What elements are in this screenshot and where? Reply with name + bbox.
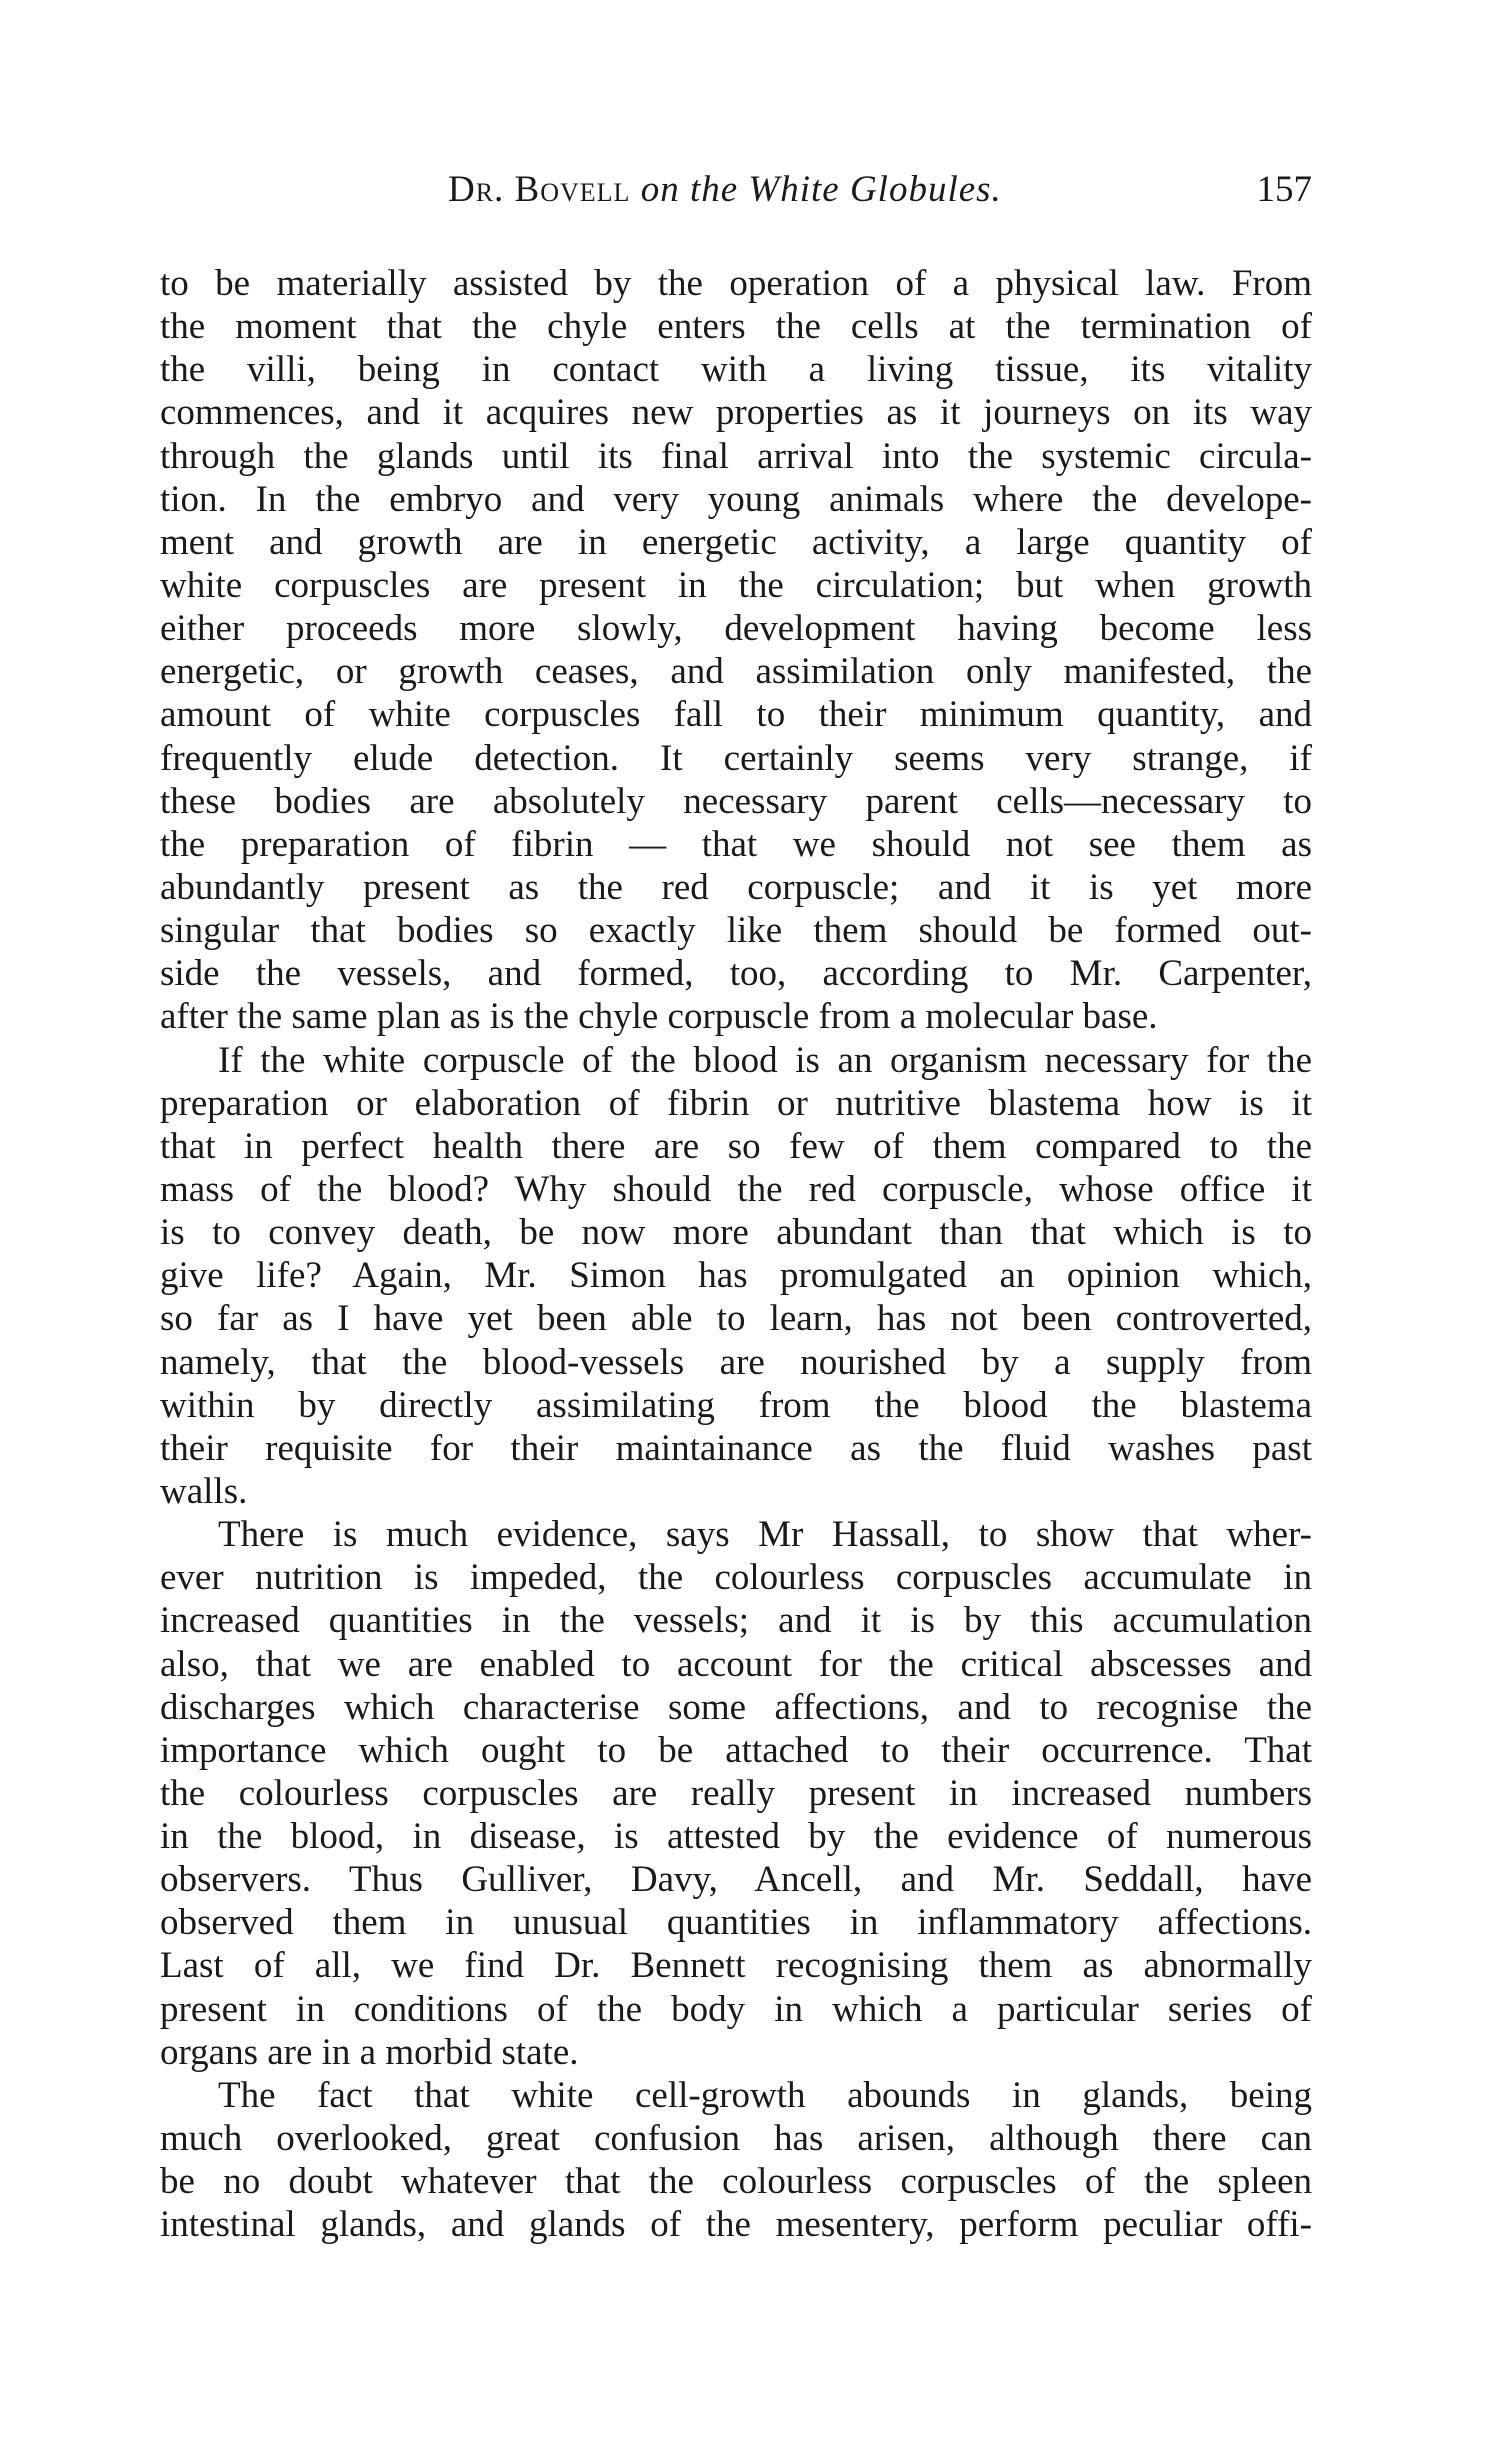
text-line: ment and growth are in energetic activity, a large quantity of: [160, 521, 1312, 563]
text-line: mass of the blood? Why should the red corpuscle, whose office it: [160, 1168, 1312, 1210]
text-line: amount of white corpuscles fall to their minimum quantity, and: [160, 694, 1312, 736]
text-line: preparation or elaboration of fibrin or nutritive blastema how is it: [160, 1082, 1312, 1124]
page-number: 157: [1256, 169, 1312, 210]
text-line: the preparation of fibrin — that we should not see them as: [160, 823, 1312, 865]
text-line: that in perfect health there are so few of them compared to the: [160, 1125, 1312, 1167]
body-text: [160, 262, 1312, 2246]
text-line: side the vessels, and formed, too, according to Mr. Carpenter,: [160, 953, 1312, 995]
text-line: singular that bodies so exactly like them should be formed out-: [160, 910, 1312, 952]
text-line: discharges which characterise some affections, and to recognise the: [160, 1686, 1312, 1728]
text-line: walls.: [160, 1470, 248, 1512]
text-line: the moment that the chyle enters the cells at the termination of: [160, 306, 1312, 348]
running-title-subject: on the White Globules.: [640, 169, 1002, 210]
running-header: [160, 168, 1312, 218]
text-line: after the same plan as is the chyle corpuscle from a molecular base.: [160, 996, 1158, 1038]
text-line: ever nutrition is impeded, the colourless corpuscles accumulate in: [160, 1557, 1312, 1599]
text-line: also, that we are enabled to account for the critical abscesses and: [160, 1643, 1312, 1685]
text-line: energetic, or growth ceases, and assimilation only manifested, the: [160, 651, 1312, 693]
text-line: these bodies are absolutely necessary parent cells—necessary to: [160, 780, 1312, 822]
text-line: commences, and it acquires new properties as it journeys on its way: [160, 392, 1312, 434]
running-title: [448, 168, 1002, 211]
text-line: observed them in unusual quantities in inflammatory affections.: [160, 1902, 1312, 1944]
text-line: white corpuscles are present in the circulation; but when growth: [160, 564, 1312, 606]
text-line: present in conditions of the body in which a particular series of: [160, 1988, 1312, 2030]
text-line: through the glands until its final arrival into the systemic circula-: [160, 435, 1312, 477]
text-line: Last of all, we find Dr. Bennett recognising them as abnormally: [160, 1945, 1312, 1987]
text-line: The fact that white cell-growth abounds in glands, being: [218, 2074, 1312, 2116]
text-line: namely, that the blood-vessels are nourished by a supply from: [160, 1341, 1312, 1383]
text-line: the villi, being in contact with a living tissue, its vitality: [160, 349, 1312, 391]
text-line: give life? Again, Mr. Simon has promulgated an opinion which,: [160, 1255, 1312, 1297]
text-line: importance which ought to be attached to their occurrence. That: [160, 1729, 1312, 1771]
text-line: so far as I have yet been able to learn, has not been controverted,: [160, 1298, 1312, 1340]
text-line: be no doubt whatever that the colourless corpuscles of the spleen: [160, 2161, 1312, 2203]
text-line: to be materially assisted by the operation of a physical law. From: [160, 263, 1312, 304]
text-line: their requisite for their maintainance as the fluid washes past: [160, 1427, 1312, 1469]
text-line: increased quantities in the vessels; and it is by this accumulation: [160, 1600, 1312, 1642]
running-title-author: Dr. Bovell: [448, 169, 631, 210]
text-line: within by directly assimilating from the blood the blastema: [160, 1384, 1312, 1426]
text-line: frequently elude detection. It certainly seems very strange, if: [160, 737, 1312, 779]
text-line: If the white corpuscle of the blood is an organism necessary for the: [218, 1039, 1312, 1081]
text-line: much overlooked, great confusion has arisen, although there can: [160, 2118, 1312, 2160]
text-line: intestinal glands, and glands of the mesentery, perform peculiar offi-: [160, 2204, 1312, 2246]
text-line: either proceeds more slowly, development having become less: [160, 608, 1312, 650]
text-line: tion. In the embryo and very young animals where the develope-: [160, 478, 1312, 520]
text-line: observers. Thus Gulliver, Davy, Ancell, and Mr. Seddall, have: [160, 1859, 1312, 1901]
text-line: organs are in a morbid state.: [160, 2031, 579, 2073]
text-line: abundantly present as the red corpuscle; and it is yet more: [160, 866, 1312, 908]
text-line: is to convey death, be now more abundant than that which is to: [160, 1212, 1312, 1254]
text-line: There is much evidence, says Mr Hassall, to show that wher-: [218, 1514, 1312, 1556]
text-line: the colourless corpuscles are really present in increased numbers: [160, 1772, 1312, 1814]
text-line: in the blood, in disease, is attested by the evidence of numerous: [160, 1816, 1312, 1858]
